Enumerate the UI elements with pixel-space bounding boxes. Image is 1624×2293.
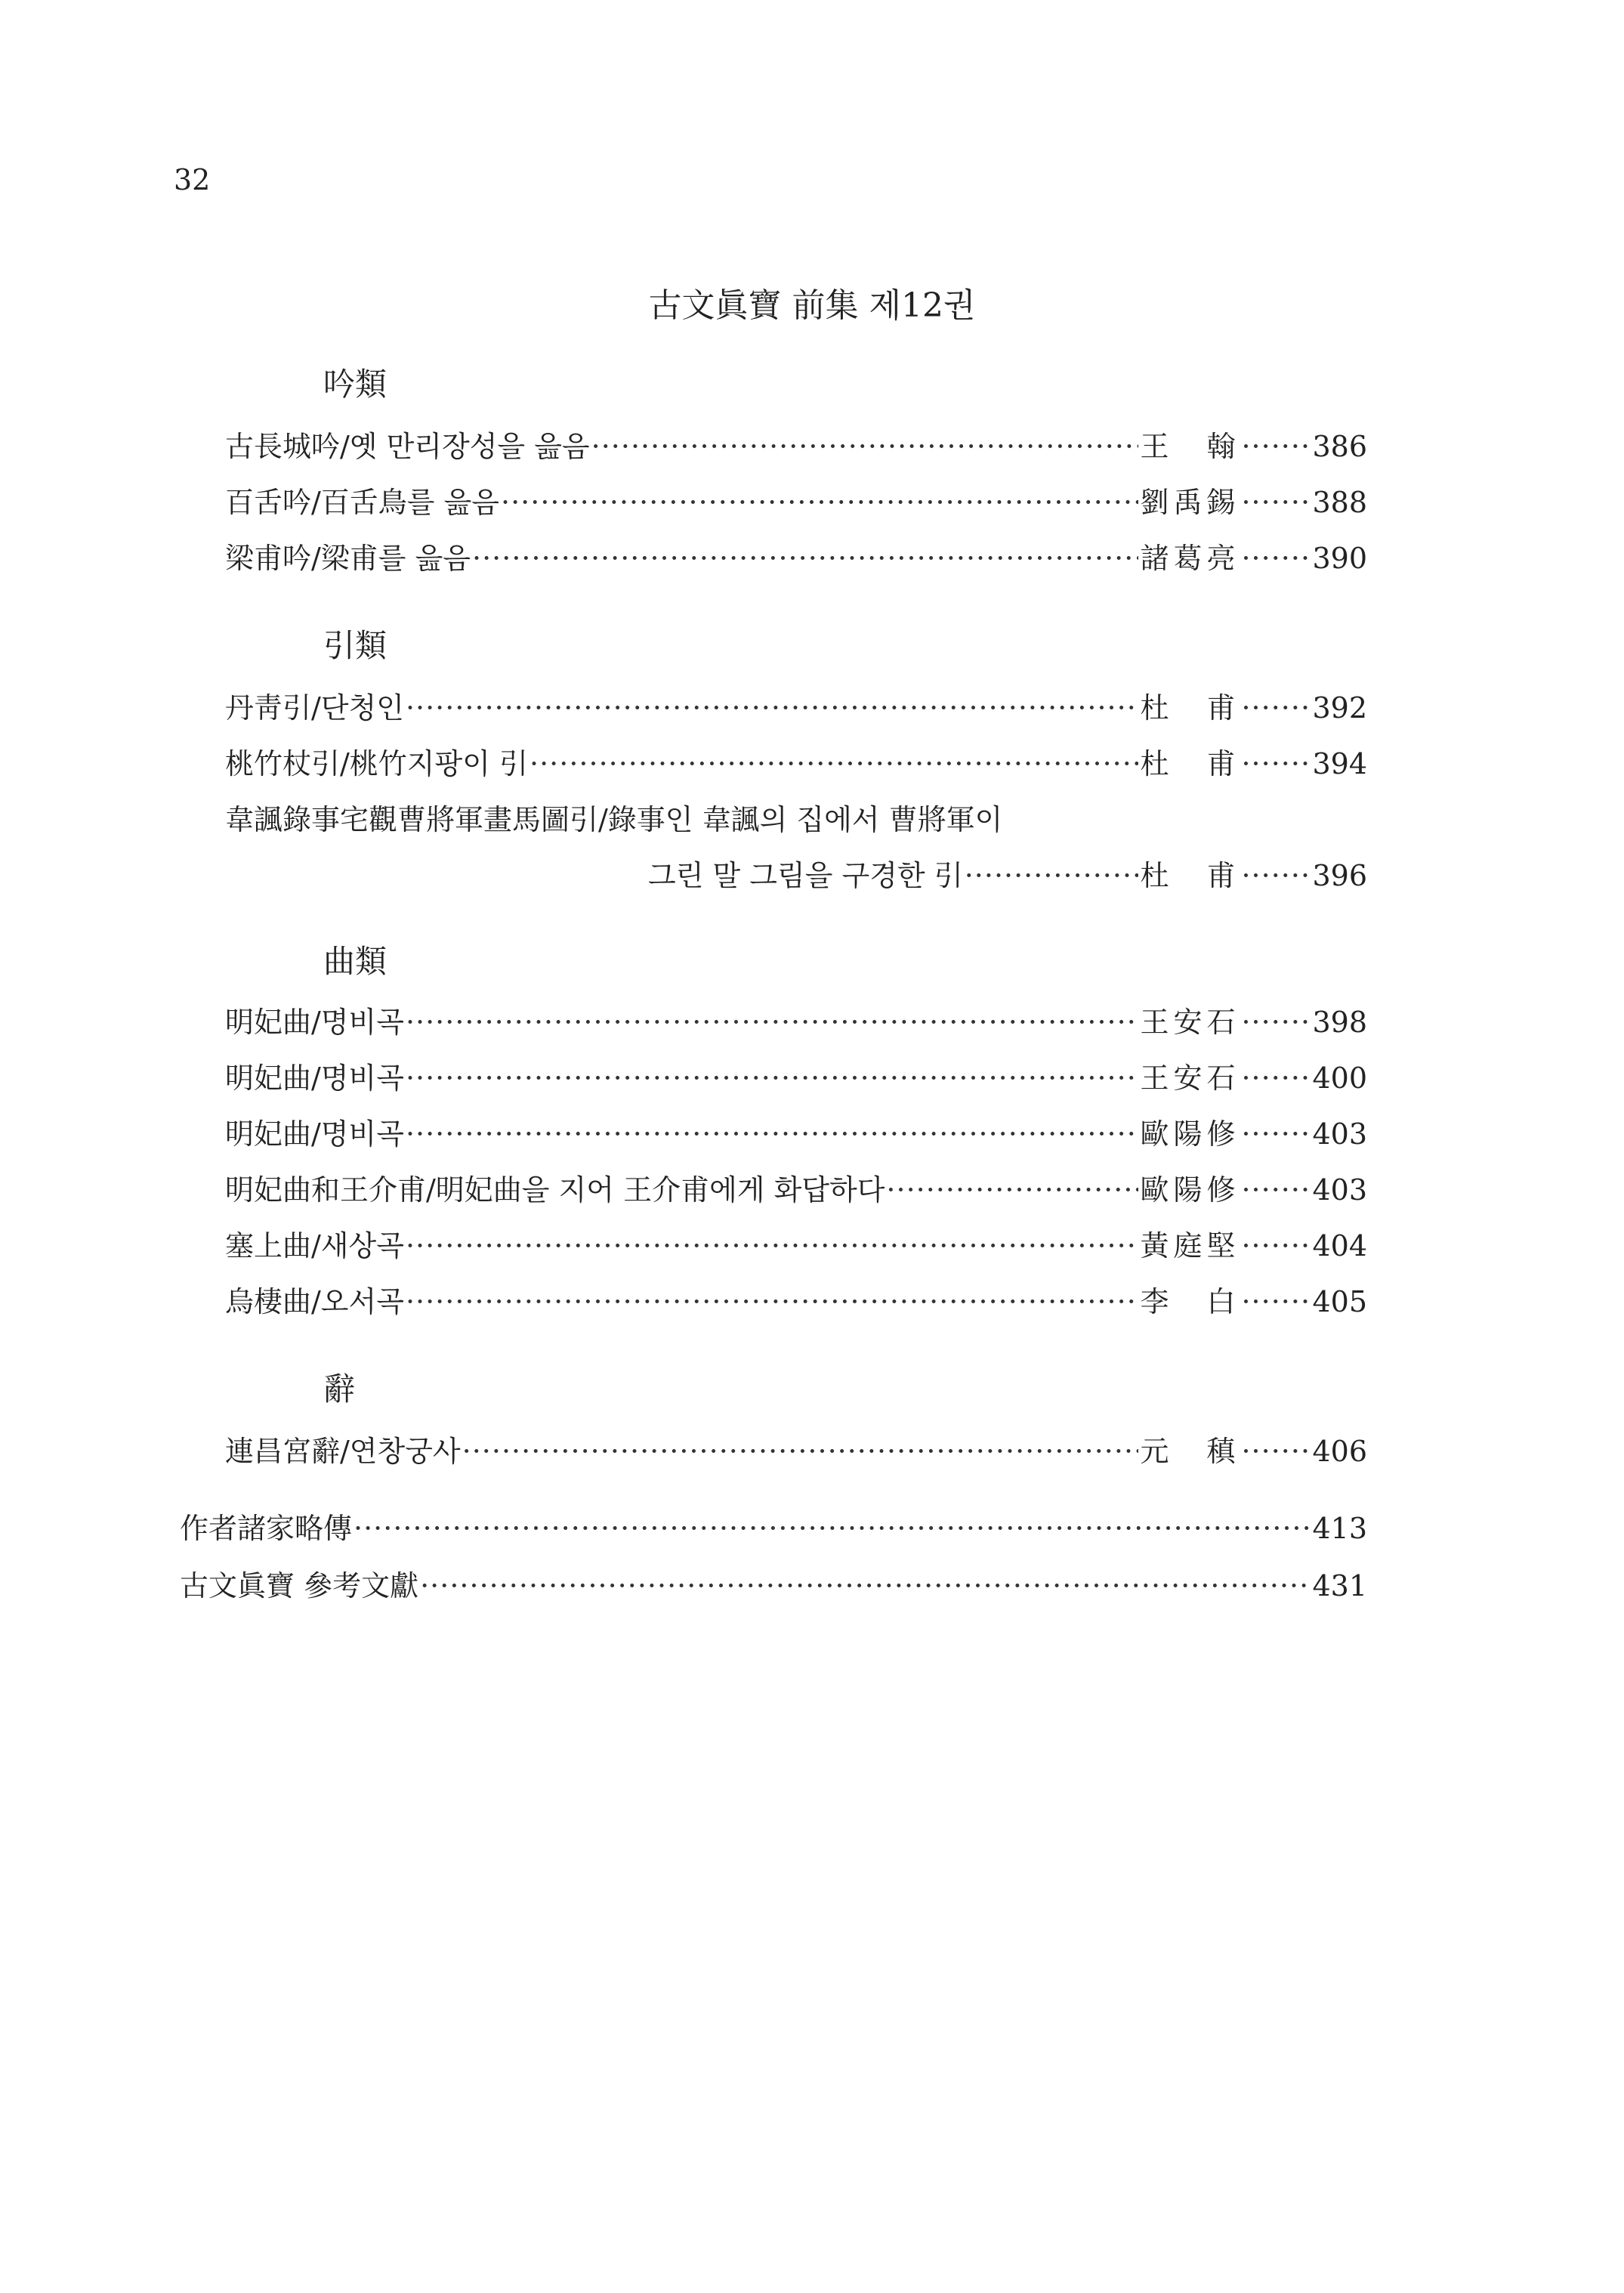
entry-title: 明妃曲/명비곡 xyxy=(225,1117,404,1151)
entry-title: 韋諷錄事宅觀曹將軍畫馬圖引/錄事인 韋諷의 집에서 曹將軍이 xyxy=(225,803,1003,836)
entry-title: 古長城吟/옛 만리장성을 읊음 xyxy=(225,430,590,463)
toc-entry[interactable] xyxy=(225,1111,1367,1156)
entry-page: 388 xyxy=(1312,486,1367,519)
entry-page: 396 xyxy=(1312,859,1367,892)
entry-title: 百舌吟/百舌鳥를 읊음 xyxy=(225,486,500,519)
dot-leader xyxy=(462,1435,1139,1468)
dot-leader xyxy=(354,1512,1311,1545)
dot-leader xyxy=(406,1062,1139,1095)
dot-leader xyxy=(1241,1229,1311,1262)
toc-entry[interactable] xyxy=(225,423,1367,468)
section-heading: 曲類 xyxy=(323,943,387,980)
toc-entry[interactable] xyxy=(225,740,1367,786)
entry-author: 李 白 xyxy=(1140,1285,1240,1318)
entry-page: 403 xyxy=(1312,1173,1367,1207)
entry-author: 杜 甫 xyxy=(1140,859,1240,892)
toc-entry[interactable] xyxy=(225,999,1367,1044)
entry-title: 塞上曲/새상곡 xyxy=(225,1229,404,1262)
entry-page: 390 xyxy=(1312,542,1367,575)
dot-leader xyxy=(1241,1285,1311,1318)
entry-page: 386 xyxy=(1312,430,1367,463)
entry-page: 394 xyxy=(1312,747,1367,780)
entry-title-continuation: 그린 말 그림을 구경한 引 xyxy=(648,859,963,892)
entry-title: 明妃曲/명비곡 xyxy=(225,1006,404,1039)
dot-leader xyxy=(1241,430,1311,463)
entry-page: 413 xyxy=(1312,1512,1367,1545)
toc-entry-appendix[interactable] xyxy=(180,1562,1367,1608)
dot-leader xyxy=(1241,486,1311,519)
entry-author: 杜 甫 xyxy=(1140,691,1240,725)
dot-leader xyxy=(472,542,1138,575)
entry-author: 黃庭堅 xyxy=(1140,1229,1240,1262)
dot-leader xyxy=(1241,1062,1311,1095)
entry-page: 406 xyxy=(1312,1435,1367,1468)
dot-leader xyxy=(406,1285,1139,1318)
entry-page: 405 xyxy=(1312,1285,1367,1318)
section-heading: 吟類 xyxy=(323,366,387,403)
entry-author: 諸葛亮 xyxy=(1140,542,1240,575)
entry-page: 392 xyxy=(1312,691,1367,725)
toc-entry[interactable] xyxy=(225,796,1367,842)
section-heading: 引類 xyxy=(323,627,387,664)
entry-title: 作者諸家略傳 xyxy=(180,1512,353,1545)
dot-leader xyxy=(965,859,1139,892)
dot-leader xyxy=(406,1117,1139,1151)
entry-title: 桃竹杖引/桃竹지팡이 引 xyxy=(225,747,529,780)
dot-leader xyxy=(1241,1117,1311,1151)
page-number: 32 xyxy=(174,163,211,196)
entry-page: 398 xyxy=(1312,1006,1367,1039)
dot-leader xyxy=(1241,859,1311,892)
entry-title: 明妃曲和王介甫/明妃曲을 지어 王介甫에게 화답하다 xyxy=(225,1173,885,1207)
toc-entry[interactable] xyxy=(225,535,1367,580)
entry-page: 403 xyxy=(1312,1117,1367,1151)
dot-leader xyxy=(406,691,1139,725)
entry-title: 丹靑引/단청인 xyxy=(225,691,404,725)
dot-leader xyxy=(420,1569,1311,1602)
entry-author: 歐陽修 xyxy=(1140,1117,1240,1151)
toc-entry-continuation[interactable] xyxy=(225,852,1367,898)
dot-leader xyxy=(1241,542,1311,575)
entry-author: 王 翰 xyxy=(1140,430,1240,463)
dot-leader xyxy=(501,486,1138,519)
entry-page: 404 xyxy=(1312,1229,1367,1262)
toc-entry[interactable] xyxy=(225,1428,1367,1473)
entry-author: 歐陽修 xyxy=(1140,1173,1240,1207)
toc-entry[interactable] xyxy=(225,1278,1367,1324)
dot-leader xyxy=(1241,691,1311,725)
entry-title: 連昌宮辭/연창궁사 xyxy=(225,1435,461,1468)
dot-leader xyxy=(1241,1006,1311,1039)
entry-author: 劉禹錫 xyxy=(1140,486,1240,519)
entry-title: 梁甫吟/梁甫를 읊음 xyxy=(225,542,471,575)
entry-author: 王安石 xyxy=(1140,1062,1240,1095)
dot-leader xyxy=(1241,747,1311,780)
dot-leader xyxy=(1241,1173,1311,1207)
entry-author: 王安石 xyxy=(1140,1006,1240,1039)
toc-entry[interactable] xyxy=(225,1167,1367,1212)
toc-entry[interactable] xyxy=(225,479,1367,524)
entry-title: 明妃曲/명비곡 xyxy=(225,1062,404,1095)
entry-title: 古文眞寶 參考文獻 xyxy=(180,1569,419,1602)
entry-page: 400 xyxy=(1312,1062,1367,1095)
toc-entry[interactable] xyxy=(225,1222,1367,1268)
dot-leader xyxy=(591,430,1139,463)
volume-title: 古文眞寶 前集 제12권 xyxy=(648,286,976,325)
dot-leader xyxy=(529,747,1138,780)
dot-leader xyxy=(406,1006,1139,1039)
dot-leader xyxy=(406,1229,1139,1262)
toc-entry-appendix[interactable] xyxy=(180,1505,1367,1550)
toc-entry[interactable] xyxy=(225,685,1367,730)
section-heading: 辭 xyxy=(323,1371,356,1408)
entry-author: 杜 甫 xyxy=(1140,747,1240,780)
entry-author: 元 稹 xyxy=(1140,1435,1240,1468)
dot-leader xyxy=(1241,1435,1311,1468)
entry-page: 431 xyxy=(1312,1569,1367,1602)
entry-title: 烏棲曲/오서곡 xyxy=(225,1285,404,1318)
dot-leader xyxy=(886,1173,1138,1207)
toc-entry[interactable] xyxy=(225,1055,1367,1100)
